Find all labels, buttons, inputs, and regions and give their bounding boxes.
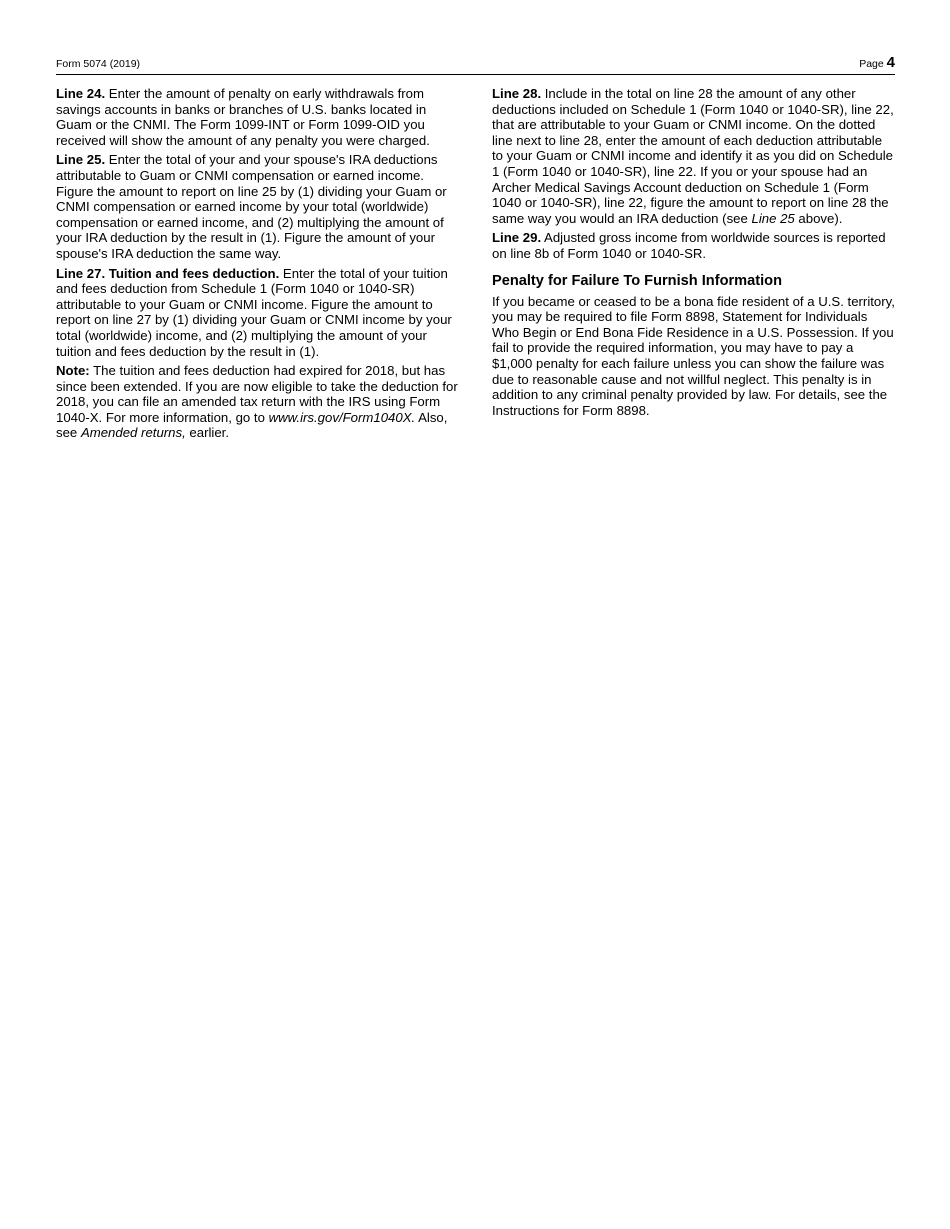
line-24-paragraph bbox=[56, 86, 458, 148]
right-column bbox=[492, 86, 895, 422]
penalty-paragraph: If you became or ceased to be a bona fide resident of a U.S. territory, you may be required to file Form 8898, Statement for Individuals Who Begin or End Bona Fide Residence in a U.S. Possession. If you fail to provide the required information, you may have to pay a $1,000 penalty for each failure unless you can show the failure was due to reasonable cause and not willful neglect. This penalty is in addition to any criminal penalty provided by law. For details, see the Instructions for Form 8898. bbox=[492, 293, 895, 418]
amended-returns-reference: Amended returns, bbox=[80, 425, 186, 441]
page-header bbox=[56, 54, 895, 75]
line-28-text: Include in the total on line 28 the amount of any other deductions included on Schedule 1 (Form 1040 or 1040-SR), line 22, that are attributable to your Guam or CNMI income. On the dotted line next to line 28, enter the amount of each deduction attributable to your Guam or CNMI income and identify it as you did on Schedule 1 (Form 1040 or 1040-SR), line 22. If you or your spouse had an Archer Medical Savings Account deduction on Schedule 1 (Form 1040 or 1040-SR), line 22, figure the amount to report on line 28 the same way you would an IRA deduction (see bbox=[492, 86, 894, 226]
page-number: 4 bbox=[886, 54, 895, 71]
line-28-text-2: above). bbox=[794, 210, 843, 226]
line-29-text: Adjusted gross income from worldwide sources is reported on line 8b of Form 1040 or 1040-SR. bbox=[492, 230, 886, 261]
penalty-section-heading: Penalty for Failure To Furnish Information bbox=[492, 272, 783, 289]
left-column bbox=[56, 86, 458, 445]
line-29-paragraph bbox=[492, 230, 895, 261]
note-paragraph bbox=[56, 363, 458, 441]
line-25-text: Enter the total of your and your spouse's IRA deductions attributable to Guam or CNMI compensation or earned income. Figure the amount to report on line 25 by (1) dividing your Guam or CNMI compensation or earned income by your total (worldwide) compensation or earned income, and (2) multiplying the amount of your IRA deduction by the result in (1). Figure the amount of your spouse's IRA deduction the same way. bbox=[56, 152, 447, 261]
note-title: Note: bbox=[56, 363, 90, 379]
line-27-title: Line 27. Tuition and fees deduction. bbox=[56, 265, 280, 281]
note-text-2: Also, see bbox=[56, 409, 448, 441]
line-27-paragraph bbox=[56, 266, 458, 360]
line-28-title: Line 28. bbox=[492, 86, 542, 101]
note-text-3: earlier. bbox=[185, 425, 230, 441]
page-number-label bbox=[859, 54, 895, 71]
line-24-text: Enter the amount of penalty on early withdrawals from savings accounts in banks or branches of U.S. banks located in Guam or the CNMI. The Form 1099-INT or Form 1099-OID you received will show the amount of any penalty you were charged. bbox=[56, 86, 430, 148]
line-24-title: Line 24. bbox=[56, 86, 106, 101]
form1040x-link[interactable]: www.irs.gov/Form1040X. bbox=[268, 409, 416, 425]
line-25-title: Line 25. bbox=[56, 152, 106, 168]
line-25-reference: Line 25 bbox=[751, 210, 795, 226]
note-text: The tuition and fees deduction had expired for 2018, but has since been extended. If you are now eligible to take the deduction for 2018, you can file an amended tax return with the IRS using Form 1040-X. For more information, go to bbox=[56, 363, 458, 425]
line-25-paragraph bbox=[56, 152, 458, 261]
line-27-text: Enter the total of your tuition and fees deduction from Schedule 1 (Form 1040 or 1040-SR) attributable to your Guam or CNMI income. Figure the amount to report on line 27 by (1) dividing your Guam or CNMI income by your total (worldwide) income, and (2) multiplying the amount of your tuition and fees deduction by the result in (1). bbox=[56, 265, 452, 359]
page-label: Page bbox=[859, 58, 884, 70]
form-identifier: Form 5074 (2019) bbox=[56, 58, 141, 70]
line-29-title: Line 29. bbox=[492, 230, 542, 246]
line-28-paragraph bbox=[492, 86, 895, 226]
